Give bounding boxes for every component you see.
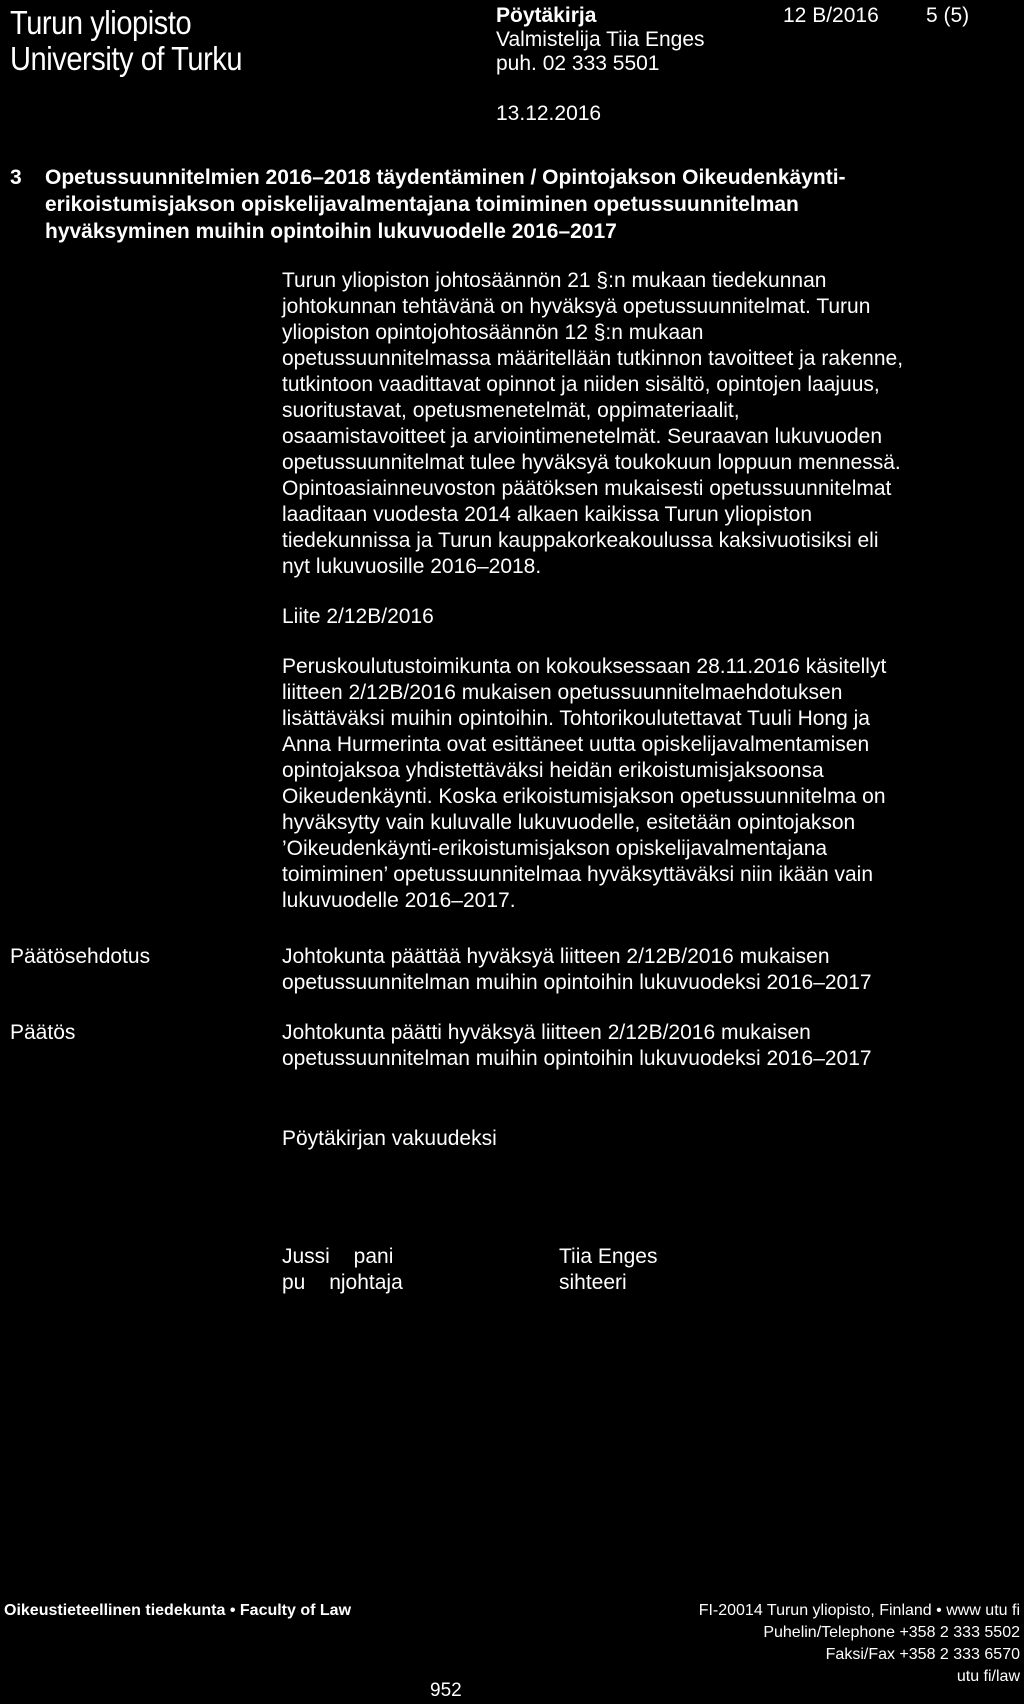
footer-web: utu fi/law bbox=[956, 1668, 1020, 1685]
text-line: Oikeudenkäynti. Koska erikoistumisjakson opetussuunnitelma on bbox=[282, 785, 886, 808]
text-line: opetussuunnitelmassa määritellään tutkinnon tavoitteet ja rakenne, bbox=[282, 347, 904, 370]
text-line: johtokunnan tehtävänä on hyväksyä opetussuunnitelmat. Turun bbox=[282, 295, 871, 318]
phone: puh. 02 333 5501 bbox=[496, 52, 660, 75]
text-line: Opintoasiainneuvoston päätöksen mukaisesti opetussuunnitelmat bbox=[282, 477, 892, 500]
doc-type: Pöytäkirja bbox=[496, 4, 597, 27]
secretary-name: Tiia Enges bbox=[559, 1245, 658, 1268]
footer-contact bbox=[600, 1600, 1020, 1688]
university-name-fi: Turun yliopisto bbox=[10, 4, 192, 41]
item-title-line: hyväksyminen muihin opintoihin lukuvuodelle 2016–2017 bbox=[45, 220, 617, 243]
text-line: lisättäväksi muihin opintoihin. Tohtorikoulutettavat Tuuli Hong ja bbox=[282, 707, 870, 730]
text-line: Anna Hurmerinta ovat esittäneet uutta opiskelijavalmentamisen bbox=[282, 733, 870, 756]
proposal-text bbox=[282, 944, 872, 996]
text-line: lukuvuodelle 2016–2017. bbox=[282, 889, 516, 912]
text-line: hyväksytty vain kuluvalle lukuvuodelle, esitetään opintojakson bbox=[282, 811, 856, 834]
item-title-line: erikoistumisjakson opiskelijavalmentajana toimiminen opetussuunnitelman bbox=[45, 193, 799, 216]
decision-label: Päätös bbox=[10, 1021, 76, 1044]
university-name-en: University of Turku bbox=[10, 40, 243, 77]
chair-title: pu njohtaja bbox=[282, 1271, 403, 1294]
proposal-label: Päätösehdotus bbox=[10, 945, 151, 968]
text-line: tutkintoon vaadittavat opinnot ja niiden sisältö, opintojen laajuus, bbox=[282, 373, 880, 396]
chair-signature bbox=[282, 1244, 403, 1296]
text-line: ’Oikeudenkäynti-erikoistumisjakson opiskelijavalmentajana bbox=[282, 837, 828, 860]
text-line: yliopiston opintojohtosäännön 12 §:n mukaan bbox=[282, 321, 704, 344]
secretary-title: sihteeri bbox=[559, 1271, 627, 1294]
committee-paragraph bbox=[282, 654, 886, 914]
chair-name: Jussi pani bbox=[282, 1245, 394, 1268]
background-paragraph bbox=[282, 268, 903, 580]
text-line: Johtokunta päätti hyväksyä liitteen 2/12B/2016 mukaisen bbox=[282, 1021, 811, 1044]
item-title-line: Opetussuunnitelmien 2016–2018 täydentäminen / Opintojakson Oikeudenkäynti- bbox=[45, 166, 846, 189]
text-line: opintojaksoa yhdistettäväksi heidän erikoistumisjaksoonsa bbox=[282, 759, 824, 782]
verification-text: Pöytäkirjan vakuudeksi bbox=[282, 1127, 497, 1150]
text-line: Johtokunta päättää hyväksyä liitteen 2/12B/2016 mukaisen bbox=[282, 945, 830, 968]
text-line: tiedekunnissa ja Turun kauppakorkeakoulussa kaksivuotisiksi eli bbox=[282, 529, 879, 552]
item-number: 3 bbox=[10, 166, 22, 189]
item-title bbox=[45, 164, 846, 245]
footer-address: FI-20014 Turun yliopisto, Finland • www utu fi bbox=[698, 1602, 1020, 1619]
footer-fax: Faksi/Fax +358 2 333 6570 bbox=[825, 1646, 1020, 1663]
text-line: Peruskoulutustoimikunta on kokouksessaan 28.11.2016 käsitellyt bbox=[282, 655, 887, 678]
meeting-date: 13.12.2016 bbox=[496, 102, 602, 125]
page-number: 952 bbox=[430, 1680, 462, 1701]
text-line: opetussuunnitelmat tulee hyväksyä toukokuun loppuun mennessä. bbox=[282, 451, 901, 474]
attachment-reference: Liite 2/12B/2016 bbox=[282, 605, 434, 628]
text-line: opetussuunnitelman muihin opintoihin lukuvuodeksi 2016–2017 bbox=[282, 1047, 872, 1070]
footer-telephone: Puhelin/Telephone +358 2 333 5502 bbox=[763, 1624, 1020, 1641]
secretary-signature bbox=[559, 1244, 657, 1296]
page-indicator: 5 (5) bbox=[926, 4, 970, 27]
decision-text bbox=[282, 1020, 872, 1072]
text-line: laaditaan vuodesta 2014 alkaen kaikissa Turun yliopiston bbox=[282, 503, 813, 526]
preparer: Valmistelija Tiia Enges bbox=[496, 28, 705, 51]
text-line: osaamistavoitteet ja arviointimenetelmät. Seuraavan lukuvuoden bbox=[282, 425, 883, 448]
text-line: nyt lukuvuosille 2016–2018. bbox=[282, 555, 542, 578]
footer-faculty: Oikeustieteellinen tiedekunta • Faculty of Law bbox=[4, 1602, 352, 1619]
text-line: suoritustavat, opetusmenetelmät, oppimateriaalit, bbox=[282, 399, 740, 422]
text-line: liitteen 2/12B/2016 mukaisen opetussuunnitelmaehdotuksen bbox=[282, 681, 843, 704]
meeting-number: 12 B/2016 bbox=[783, 4, 879, 27]
text-line: opetussuunnitelman muihin opintoihin lukuvuodeksi 2016–2017 bbox=[282, 971, 872, 994]
text-line: Turun yliopiston johtosäännön 21 §:n mukaan tiedekunnan bbox=[282, 269, 827, 292]
text-line: toimiminen’ opetussuunnitelmaa hyväksyttäväksi niin ikään vain bbox=[282, 863, 874, 886]
header-block bbox=[496, 4, 705, 76]
